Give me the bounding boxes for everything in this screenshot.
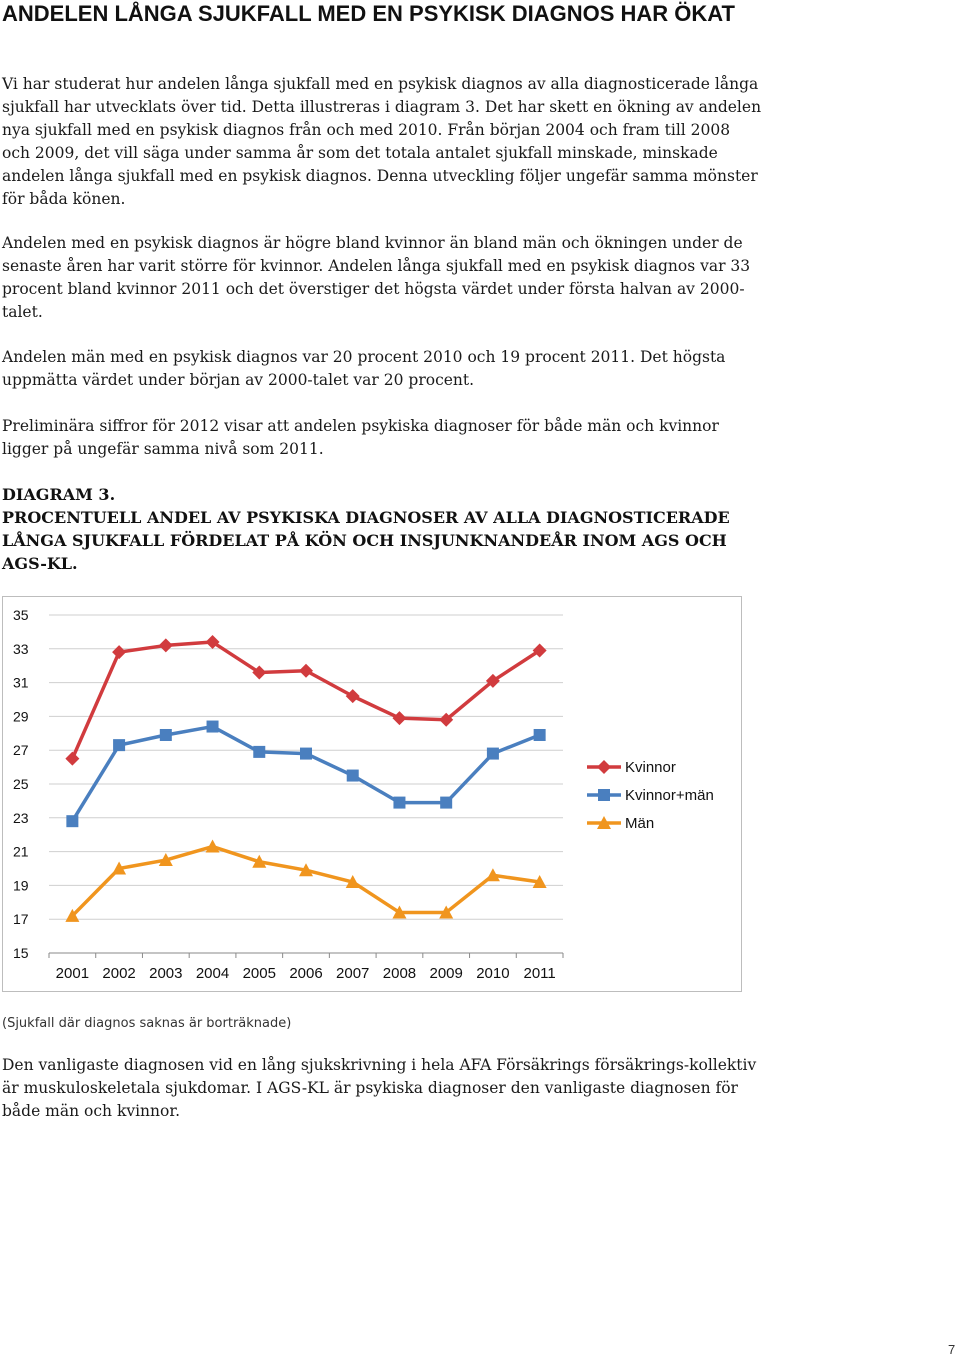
x-tick-label: 2008 (382, 965, 417, 982)
data-point (253, 746, 265, 758)
x-tick-label: 2007 (336, 965, 370, 982)
y-tick-label: 33 (13, 640, 29, 657)
data-point (113, 739, 125, 751)
data-point (393, 797, 405, 809)
x-tick-label: 2003 (149, 965, 183, 982)
y-tick-label: 29 (13, 708, 29, 725)
line-chart-svg (3, 597, 743, 993)
x-tick-label: 2009 (429, 965, 463, 982)
page-heading: ANDELEN LÅNGA SJUKFALL MED EN PSYKISK DIAGNOS HAR ÖKAT (2, 1, 735, 26)
data-point (65, 752, 79, 766)
diagram-number: DIAGRAM 3. (2, 485, 116, 504)
series-line (72, 727, 539, 822)
data-point (346, 689, 360, 703)
data-point (392, 711, 406, 725)
preliminary-paragraph: Preliminära siffror för 2012 visar att andelen psykiska diagnoser för både män och kvinnor ligger på ungefär samma nivå som 2011. (2, 417, 719, 458)
data-point (207, 721, 219, 733)
legend-marker (597, 760, 611, 774)
data-point (206, 840, 220, 853)
data-point (299, 664, 313, 678)
closing-paragraph: Den vanligaste diagnosen vid en lång sjukskrivning i hela AFA Försäkrings försäkrings-kollektiv är muskuloskeletala sjukdomar. I AGS-KL är psykiska diagnoser den vanligaste diagnosen för både män och kvinnor. (2, 1056, 757, 1120)
x-tick-label: 2004 (195, 965, 230, 982)
data-point (112, 645, 126, 659)
data-point (347, 770, 359, 782)
y-tick-label: 15 (13, 945, 29, 961)
data-point (300, 748, 312, 760)
y-tick-label: 31 (13, 674, 29, 691)
gender-comparison-paragraph: Andelen med en psykisk diagnos är högre bland kvinnor än bland män och ökningen under de senaste åren har varit större för kvinnor. Andelen långa sjukfall med en psykisk diagnos var 33 procent bland kvinnor 2011 och det överstiger det högsta värdet under första halvan av 2000-talet. (2, 234, 751, 321)
series-line (72, 847, 539, 916)
x-tick-label: 2001 (55, 965, 90, 982)
intro-paragraph: Vi har studerat hur andelen långa sjukfall med en psykisk diagnos av alla diagnosticerade långa sjukfall har utvecklats över tid. Detta illustreras i diagram 3. Det har skett en ökning av andelen nya sjukfall med en psykisk diagnos från och med 2010. Från början 2004 och fram till 2008 och 2009, det vill säga under samma år som det totala antalet sjukfall minskade, minskade andelen långa sjukfall med en psykisk diagnos. Denna utveckling följer ungefär samma mönster för båda könen. (2, 75, 762, 208)
data-point (160, 729, 172, 741)
data-point (66, 815, 78, 827)
x-tick-label: 2006 (289, 965, 323, 982)
legend-label: Kvinnor+män (625, 787, 714, 804)
x-tick-label: 2005 (242, 965, 276, 982)
diagram-title: PROCENTUELL ANDEL AV PSYKISKA DIAGNOSER AV ALLA DIAGNOSTICERADE LÅNGA SJUKFALL FÖRDELAT PÅ KÖN OCH INSJUNKNANDEÅR INOM AGS OCH AGS-KL. (2, 508, 730, 573)
y-tick-label: 25 (13, 776, 29, 792)
y-tick-label: 21 (13, 843, 29, 860)
x-tick-label: 2010 (476, 965, 510, 982)
y-tick-label: 23 (13, 809, 29, 826)
legend-label: Kvinnor (625, 759, 676, 776)
y-tick-label: 27 (13, 742, 29, 759)
y-tick-label: 35 (13, 607, 29, 623)
data-point (534, 729, 546, 741)
line-chart (2, 596, 742, 992)
data-point (487, 748, 499, 760)
data-point (440, 797, 452, 809)
y-tick-label: 19 (13, 877, 29, 894)
legend-label: Män (625, 815, 655, 832)
data-point (159, 638, 173, 652)
x-tick-label: 2011 (523, 965, 556, 982)
legend-marker (598, 789, 610, 801)
men-paragraph: Andelen män med en psykisk diagnos var 20 procent 2010 och 19 procent 2011. Det högsta uppmätta värdet under början av 2000-talet var 20 procent. (2, 348, 726, 389)
page-number: 7 (948, 1342, 956, 1357)
chart-footnote: (Sjukfall där diagnos saknas är borträknade) (2, 1016, 292, 1031)
y-tick-label: 17 (13, 911, 29, 928)
x-tick-label: 2002 (102, 965, 136, 982)
diagram-caption (2, 483, 762, 575)
